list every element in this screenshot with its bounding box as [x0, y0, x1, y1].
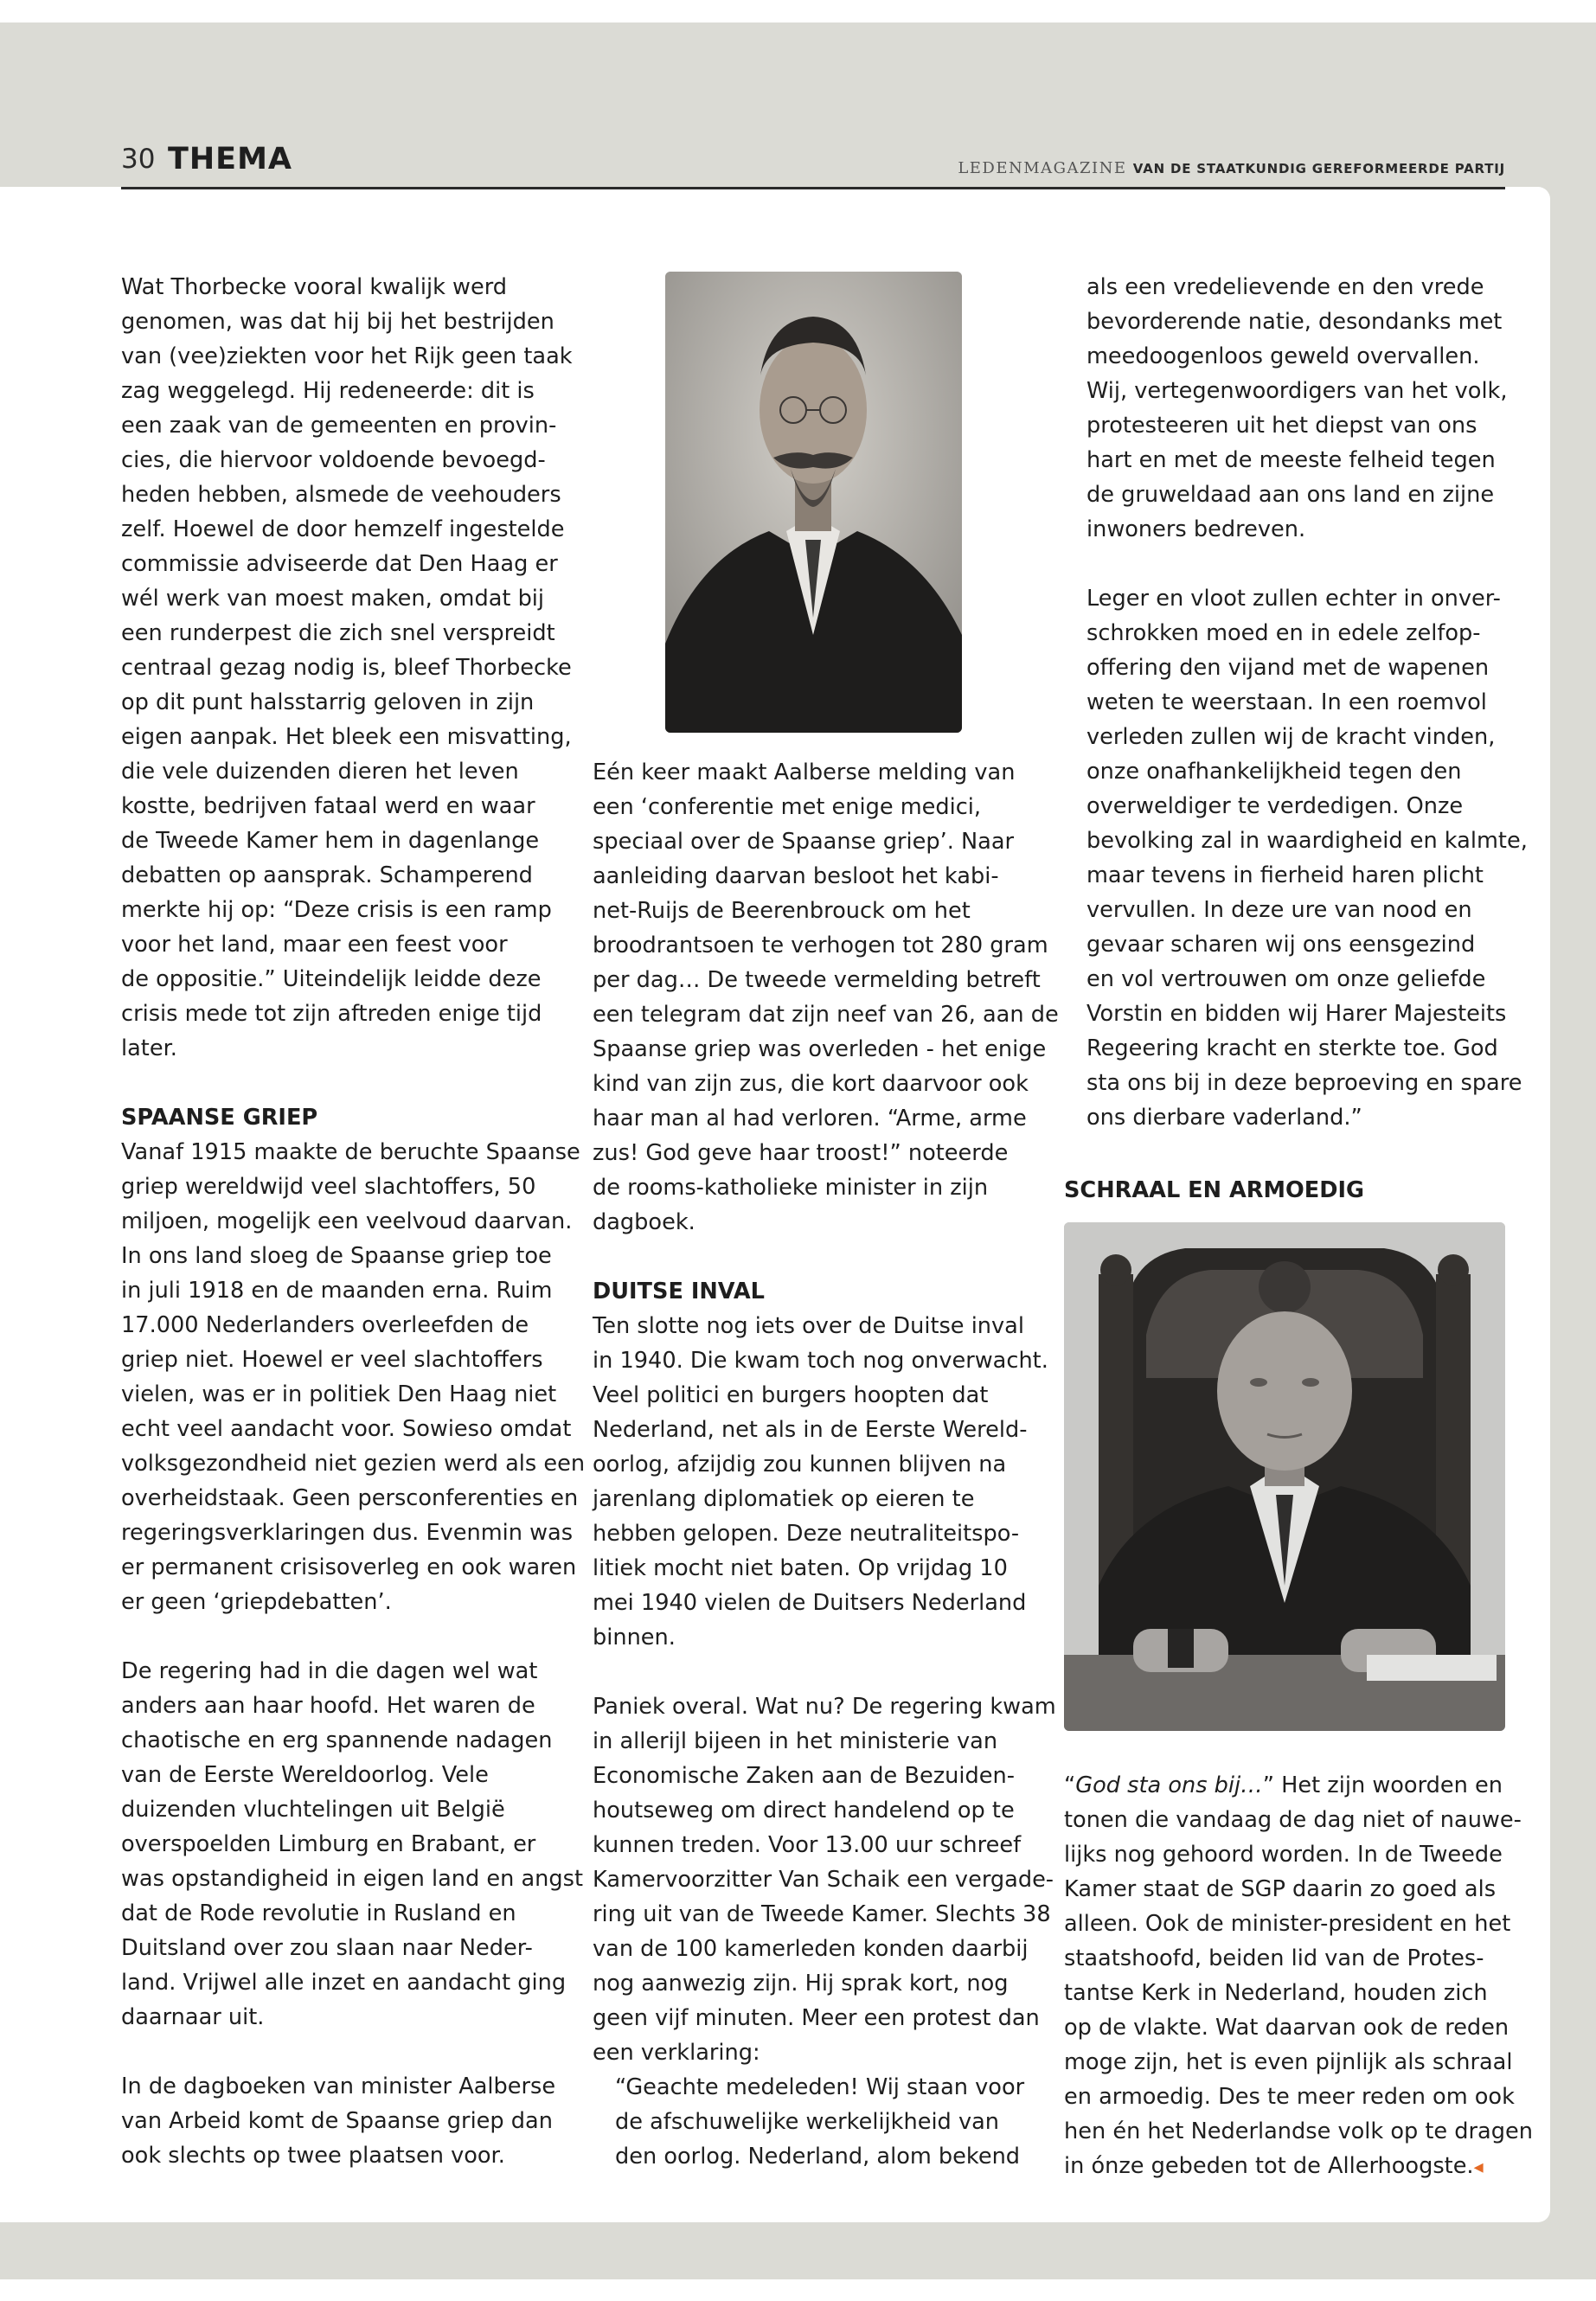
text-line: daarnaar uit. — [121, 2004, 265, 2030]
text-line: vervullen. In deze ure van nood en — [1086, 897, 1472, 923]
text-line: Kamer staat de SGP daarin zo goed als — [1064, 1876, 1497, 1902]
text-line: staatshoofd, beiden lid van de Protes- — [1064, 1945, 1484, 1971]
text-line: tonen die vandaag de dag niet of nauwe- — [1064, 1807, 1522, 1833]
page-number: 30 — [121, 144, 156, 175]
text-line: ook slechts op twee plaatsen voor. — [121, 2143, 505, 2169]
text-line: Eén keer maakt Aalberse melding van — [593, 760, 1016, 785]
col1-paragraph-1 — [121, 270, 585, 1066]
text-line: hebben gelopen. Deze neutraliteitspo- — [593, 1521, 1020, 1547]
text-line: houtseweg om direct handelend op te — [593, 1798, 1015, 1823]
column-3-final — [1064, 1768, 1533, 2185]
text-line: een runderpest die zich snel verspreidt — [121, 620, 555, 646]
col3-final-last-line — [1064, 2149, 1533, 2185]
text-line: In ons land sloeg de Spaanse griep toe — [121, 1243, 552, 1269]
text-line: voor het land, maar een feest voor — [121, 932, 508, 958]
text-line: net-Ruijs de Beerenbrouck om het — [593, 898, 971, 924]
text-line: cies, die hiervoor voldoende bevoegd- — [121, 447, 546, 473]
text-line: overheidstaak. Geen persconferenties en — [121, 1485, 579, 1511]
text-line: Ten slotte nog iets over de Duitse inval — [593, 1313, 1024, 1339]
text-line: maar tevens in fierheid haren plicht — [1086, 862, 1484, 888]
text-line: 17.000 Nederlanders overleefden de — [121, 1312, 529, 1338]
text-line: griep niet. Hoewel er veel slachtoffers — [121, 1347, 543, 1373]
magazine-label — [958, 159, 1505, 177]
text-line: van de 100 kamerleden konden daarbij — [593, 1936, 1029, 1962]
col1-paragraph-2 — [121, 1135, 585, 1619]
col3-final-first-line — [1064, 1768, 1533, 1803]
text-line: overweldiger te verdedigen. Onze — [1086, 793, 1464, 819]
text-line: genomen, was dat hij bij het bestrijden — [121, 309, 554, 335]
text-line: regeringsverklaringen dus. Evenmin was — [121, 1520, 574, 1546]
text-line: centraal gezag nodig is, bleef Thorbecke — [121, 655, 572, 681]
last-line-text: in ónze gebeden tot de Allerhoogste. — [1064, 2153, 1474, 2179]
text-line: chaotische en erg spannende nadagen — [121, 1727, 553, 1753]
text-line: kunnen treden. Voor 13.00 uur schreef — [593, 1832, 1022, 1858]
text-line: er permanent crisisoverleg en ook waren — [121, 1554, 577, 1580]
text-line: in allerijl bijeen in het ministerie van — [593, 1728, 998, 1754]
text-line: Duitsland over zou slaan naar Neder- — [121, 1935, 533, 1961]
end-marker-icon: ◂ — [1473, 2157, 1484, 2178]
text-line: broodrantsoen te verhogen tot 280 gram — [593, 933, 1048, 958]
text-line: sta ons bij in deze beproeving en spare — [1086, 1070, 1522, 1096]
text-line: Wij, vertegenwoordigers van het volk, — [1086, 378, 1508, 404]
text-line: hen én het Nederlandse volk op te dragen — [1064, 2118, 1533, 2144]
text-line: de oppositie.” Uiteindelijk leidde deze — [121, 966, 542, 992]
top-strip — [0, 0, 1596, 22]
magazine-label-rest: VAN DE STAATKUNDIG GEREFORMEERDE PARTIJ — [1132, 161, 1505, 176]
text-line: dagboek. — [593, 1209, 695, 1235]
text-line: “Geachte medeleden! Wij staan voor — [615, 2074, 1025, 2100]
text-line: die vele duizenden dieren het leven — [121, 759, 519, 785]
heading-schraal-en-armoedig: SCHRAAL EN ARMOEDIG — [1064, 1177, 1364, 1203]
text-line: alleen. Ook de minister-president en het — [1064, 1911, 1511, 1937]
text-line: aanleiding daarvan besloot het kabi- — [593, 863, 999, 889]
text-line: per dag… De tweede vermelding betreft — [593, 967, 1041, 993]
text-line: moge zijn, het is even pijnlijk als schraal — [1064, 2049, 1513, 2075]
text-line: op de vlakte. Wat daarvan ook de reden — [1064, 2015, 1509, 2041]
text-line: echt veel aandacht voor. Sowieso omdat — [121, 1416, 572, 1442]
text-line: zus! God geve haar troost!” noteerde — [593, 1140, 1009, 1166]
text-line: De regering had in die dagen wel wat — [121, 1658, 538, 1684]
text-line: den oorlog. Nederland, alom bekend — [615, 2144, 1021, 2170]
text-line: op dit punt halsstarrig geloven in zijn — [121, 689, 535, 715]
col1-paragraph-3 — [121, 1654, 585, 2035]
text-line: dat de Rode revolutie in Rusland en — [121, 1900, 516, 1926]
col2-paragraph-2 — [593, 1309, 1059, 1655]
text-line: was opstandigheid in eigen land en angst — [121, 1866, 584, 1892]
text-line: ons dierbare vaderland.” — [1086, 1105, 1362, 1131]
open-quote: “ — [1064, 1772, 1076, 1798]
text-line: Regeering kracht en sterkte toe. God — [1086, 1035, 1498, 1061]
heading-spaanse-griep: SPAANSE GRIEP — [121, 1105, 318, 1131]
magazine-label-prefix: LEDENMAGAZINE — [958, 159, 1127, 177]
text-line: vielen, was er in politiek Den Haag niet — [121, 1381, 557, 1407]
text-line: onze onafhankelijkheid tegen den — [1086, 759, 1462, 785]
text-line: kostte, bedrijven fataal werd en waar — [121, 793, 535, 819]
photo-man-at-desk — [1064, 1222, 1505, 1731]
section-title: THEMA — [168, 142, 292, 176]
portrait-photo-aalberse — [665, 272, 962, 733]
column-2 — [593, 755, 1059, 2174]
text-line: mei 1940 vielen de Duitsers Nederland — [593, 1590, 1027, 1616]
text-line: schrokken moed en in edele zelfop- — [1086, 620, 1481, 646]
text-line: volksgezondheid niet gezien werd als een — [121, 1451, 586, 1477]
text-line: van Arbeid komt de Spaanse griep dan — [121, 2108, 553, 2134]
text-line: Kamervoorzitter Van Schaik een vergade- — [593, 1867, 1054, 1893]
text-line: Nederland, net als in de Eerste Wereld- — [593, 1417, 1028, 1443]
text-line: offering den vijand met de wapenen — [1086, 655, 1490, 681]
text-line: een telegram dat zijn neef van 26, aan de — [593, 1002, 1059, 1028]
col1-paragraph-4 — [121, 2069, 585, 2173]
text-line: crisis mede tot zijn aftreden enige tijd — [121, 1001, 542, 1027]
text-line: Leger en vloot zullen echter in onver- — [1086, 586, 1501, 612]
text-line: duizenden vluchtelingen uit België — [121, 1797, 505, 1823]
col3-quote-paragraph-1 — [1086, 270, 1528, 547]
text-line: geen vijf minuten. Meer een protest dan — [593, 2005, 1040, 2031]
column-3-heading — [1064, 1173, 1364, 1208]
text-line: haar man al had verloren. “Arme, arme — [593, 1106, 1027, 1131]
text-line: er geen ‘griepdebatten’. — [121, 1589, 392, 1615]
text-line: zag weggelegd. Hij redeneerde: dit is — [121, 378, 535, 404]
text-line: merkte hij op: “Deze crisis is een ramp — [121, 897, 552, 923]
heading-duitse-inval: DUITSE INVAL — [593, 1279, 765, 1304]
text-line: bevolking zal in waardigheid en kalmte, — [1086, 828, 1528, 854]
quote-italic: God sta ons bij… — [1075, 1772, 1263, 1798]
text-line: van (vee)ziekten voor het Rijk geen taak — [121, 343, 573, 369]
text-line: weten te weerstaan. In een roemvol — [1086, 689, 1487, 715]
column-1 — [121, 270, 585, 2173]
col2-paragraph-1 — [593, 755, 1059, 1240]
text-line: en armoedig. Des te meer reden om ook — [1064, 2084, 1515, 2110]
text-line: de rooms-katholieke minister in zijn — [593, 1175, 989, 1201]
text-line: miljoen, mogelijk een veelvoud daarvan. — [121, 1208, 573, 1234]
text-line: en vol vertrouwen om onze geliefde — [1086, 966, 1486, 992]
text-line: Spaanse griep was overleden - het enige — [593, 1036, 1047, 1062]
text-line: de Tweede Kamer hem in dagenlange — [121, 828, 540, 854]
text-line: Paniek overal. Wat nu? De regering kwam — [593, 1694, 1056, 1720]
text-line: land. Vrijwel alle inzet en aandacht ging — [121, 1970, 567, 1996]
text-line: commissie adviseerde dat Den Haag er — [121, 551, 558, 577]
text-line: als een vredelievende en den vrede — [1086, 274, 1484, 300]
text-line: later. — [121, 1035, 177, 1061]
text-line: tantse Kerk in Nederland, houden zich — [1064, 1980, 1488, 2006]
text-line: In de dagboeken van minister Aalberse — [121, 2073, 556, 2099]
text-line: overspoelden Limburg en Brabant, er — [121, 1831, 536, 1857]
text-line: de gruweldaad aan ons land en zijne — [1086, 482, 1495, 508]
text-line: kind van zijn zus, die kort daarvoor ook — [593, 1071, 1029, 1097]
text-line: binnen. — [593, 1625, 676, 1650]
column-3-quote — [1086, 270, 1528, 1135]
text-line: nog aanwezig zijn. Hij sprak kort, nog — [593, 1971, 1009, 1997]
text-line: eigen aanpak. Het bleek een misvatting, — [121, 724, 572, 750]
text-line: protesteeren uit het diepst van ons — [1086, 413, 1477, 439]
text-line: een ‘conferentie met enige medici, — [593, 794, 982, 820]
text-line: Vorstin en bidden wij Harer Majesteits — [1086, 1001, 1507, 1027]
col2-quote — [593, 2070, 1059, 2174]
bottom-strip — [0, 2279, 1596, 2301]
text-line: Wat Thorbecke vooral kwalijk werd — [121, 274, 508, 300]
text-line: oorlog, afzijdig zou kunnen blijven na — [593, 1452, 1007, 1477]
text-line: Veel politici en burgers hoopten dat — [593, 1382, 989, 1408]
first-line-rest: ” Het zijn woorden en — [1262, 1772, 1503, 1798]
text-line: verleden zullen wij de kracht vinden, — [1086, 724, 1496, 750]
text-line: Vanaf 1915 maakte de beruchte Spaanse — [121, 1139, 580, 1165]
text-line: griep wereldwijd veel slachtoffers, 50 — [121, 1174, 536, 1200]
text-line: hart en met de meeste felheid tegen — [1086, 447, 1496, 473]
text-line: speciaal over de Spaanse griep’. Naar — [593, 829, 1015, 855]
col3-quote-paragraph-2 — [1086, 581, 1528, 1135]
text-line: zelf. Hoewel de door hemzelf ingestelde — [121, 516, 565, 542]
text-line: een zaak van de gemeenten en provin- — [121, 413, 557, 439]
col3-final-paragraph — [1064, 1803, 1533, 2149]
text-line: in juli 1918 en de maanden erna. Ruim — [121, 1278, 553, 1304]
text-line: anders aan haar hoofd. Het waren de — [121, 1693, 535, 1719]
text-line: heden hebben, alsmede de veehouders — [121, 482, 561, 508]
text-line: bevorderende natie, desondanks met — [1086, 309, 1503, 335]
text-line: meedoogenloos geweld overvallen. — [1086, 343, 1480, 369]
text-line: ring uit van de Tweede Kamer. Slechts 38 — [593, 1901, 1051, 1927]
text-line: lijks nog gehoord worden. In de Tweede — [1064, 1842, 1503, 1868]
text-line: litiek mocht niet baten. Op vrijdag 10 — [593, 1555, 1008, 1581]
text-line: een verklaring: — [593, 2040, 760, 2066]
text-line: wél werk van moest maken, omdat bij — [121, 586, 545, 612]
text-line: Economische Zaken aan de Bezuiden- — [593, 1763, 1015, 1789]
text-line: in 1940. Die kwam toch nog onverwacht. — [593, 1348, 1048, 1374]
text-line: gevaar scharen wij ons eensgezind — [1086, 932, 1476, 958]
header-rule — [121, 187, 1505, 189]
text-line: jarenlang diplomatiek op eieren te — [593, 1486, 975, 1512]
text-line: van de Eerste Wereldoorlog. Vele — [121, 1762, 489, 1788]
text-line: debatten op aansprak. Schamperend — [121, 862, 533, 888]
col2-paragraph-3 — [593, 1689, 1059, 2070]
text-line: inwoners bedreven. — [1086, 516, 1306, 542]
text-line: de afschuwelijke werkelijkheid van — [615, 2109, 999, 2135]
